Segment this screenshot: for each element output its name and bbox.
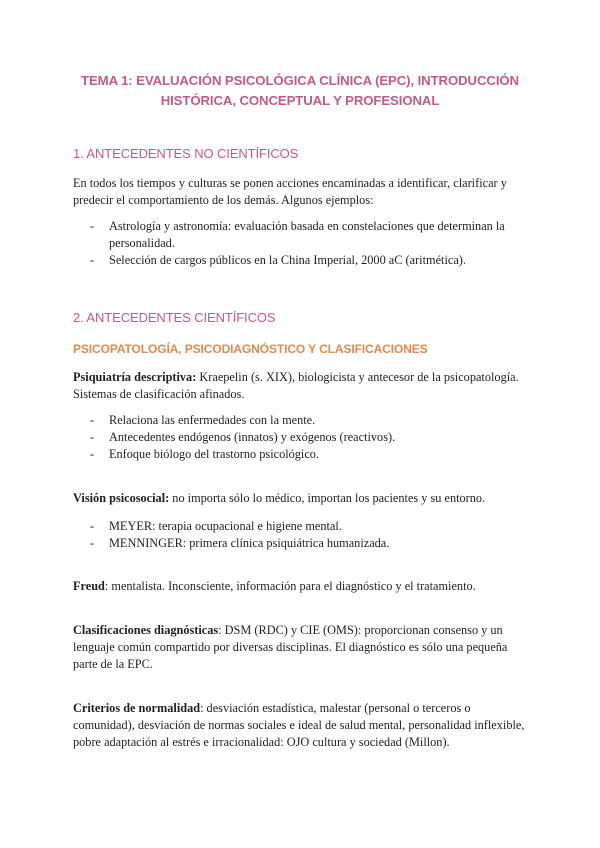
list-item: - Relaciona las enfermedades con la mente. [90, 413, 316, 427]
clasificaciones-term: Clasificaciones diagnósticas [73, 623, 219, 637]
title-line-1: TEMA 1: EVALUACIÓN PSICOLÓGICA CLÍNICA (EPC), INTRODUCCIÓN [81, 73, 519, 88]
list-item: - MENNINGER: primera clínica psiquiátrica humanizada. [90, 536, 390, 550]
section-1-heading: 1. ANTECEDENTES NO CIENTÍFICOS [73, 146, 299, 161]
document-title [40, 71, 560, 111]
section-2-heading: 2. ANTECEDENTES CIENTÍFICOS [73, 310, 276, 325]
list-item: - Astrología y astronomía: evaluación basada en constelaciones que determinan la personalidad. [90, 219, 505, 250]
psiquiatria-term: Psiquiatría descriptiva: [73, 370, 197, 384]
list-item: - Enfoque biólogo del trastorno psicológico. [90, 447, 320, 461]
dash-marker: - [90, 253, 95, 267]
dash-marker: - [90, 447, 95, 461]
psiquiatria-paragraph: Psiquiatría descriptiva: Kraepelin (s. XIX), biologicista y antecesor de la psicopatología. Sistemas de clasificación afinados. [73, 370, 519, 401]
dash-marker: - [90, 413, 95, 427]
psiquiatria-list [73, 412, 533, 463]
dash-marker: - [90, 430, 95, 444]
section-2-subheading: PSICOPATOLOGÍA, PSICODIAGNÓSTICO Y CLASIFICACIONES [73, 342, 428, 356]
freud-paragraph: Freud: mentalista. Inconsciente, información para el diagnóstico y el tratamiento. [73, 579, 476, 593]
clasificaciones-paragraph: Clasificaciones diagnósticas: DSM (RDC) y CIE (OMS): proporcionan consenso y un lenguaje común compartido por diversas disciplinas. El diagnóstico es sólo una pequeña parte de la EPC. [73, 623, 508, 671]
vision-paragraph: Visión psicosocial: no importa sólo lo médico, importan los pacientes y su entorno. [73, 491, 486, 505]
section-1-list [73, 218, 533, 269]
criterios-term: Criterios de normalidad [73, 701, 201, 715]
vision-list [73, 518, 533, 552]
dash-marker: - [90, 536, 95, 550]
freud-term: Freud [73, 579, 105, 593]
list-item: - MEYER: terapia ocupacional e higiene mental. [90, 519, 342, 533]
dash-marker: - [90, 519, 95, 533]
title-line-2: HISTÓRICA, CONCEPTUAL Y PROFESIONAL [160, 93, 440, 108]
criterios-paragraph: Criterios de normalidad: desviación estadística, malestar (personal o terceros o comunidad), desviación de normas sociales e ideal de salud mental, personalidad inflexible, pobre adaptación al estrés e irracionalidad: OJO cultura y sociedad (Millon). [73, 701, 525, 749]
list-item: - Antecedentes endógenos (innatos) y exógenos (reactivos). [90, 430, 396, 444]
vision-term: Visión psicosocial: [73, 491, 170, 505]
dash-marker: - [90, 219, 95, 233]
section-1-intro: En todos los tiempos y culturas se ponen acciones encaminadas a identificar, clarificar y predecir el comportamiento de los demás. Algunos ejemplos: [73, 176, 507, 207]
list-item: - Selección de cargos públicos en la China Imperial, 2000 aC (aritmética). [90, 253, 466, 267]
